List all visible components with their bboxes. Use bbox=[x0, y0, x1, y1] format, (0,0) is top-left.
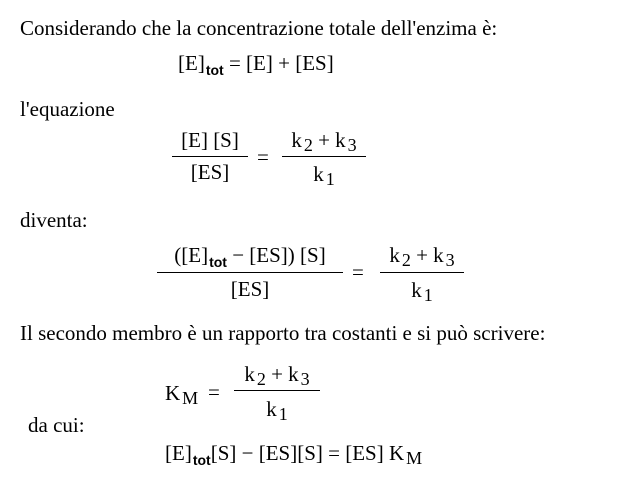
eq3-rhs-denominator bbox=[380, 278, 464, 303]
eq2-k3-subscript: 3 bbox=[347, 135, 357, 155]
eq3-lhs-fraction-bar bbox=[157, 272, 343, 273]
eq4-k: K bbox=[165, 381, 181, 405]
eq3-lhs-numerator bbox=[157, 243, 343, 269]
eq3-rhs-numerator bbox=[380, 243, 464, 268]
eq5-part2: [S] − [ES][S] = [ES] K bbox=[210, 441, 405, 465]
eq2-k2-subscript: 2 bbox=[303, 135, 313, 155]
sentence-secondo-membro: Il secondo membro è un rapporto tra costanti e si può scrivere: bbox=[20, 321, 546, 345]
eq2-rhs-fraction-bar bbox=[282, 156, 366, 157]
eq3-k1-subscript: 1 bbox=[423, 285, 433, 305]
eq5-km-subscript: M bbox=[406, 448, 423, 468]
intro-sentence: Considerando che la concentrazione totale dell'enzima è: bbox=[20, 16, 498, 40]
eq5-part1: [E] bbox=[165, 441, 192, 465]
eq2-k1: k bbox=[313, 162, 324, 186]
eq4-rhs-denominator bbox=[234, 397, 320, 422]
eq4-rhs-fraction bbox=[234, 362, 320, 424]
eq1-lhs: [E] bbox=[178, 51, 205, 75]
eq3-rhs-fraction bbox=[380, 243, 464, 305]
label-diventa: diventa: bbox=[20, 208, 88, 232]
eq3-rhs-fraction-bar bbox=[380, 272, 464, 273]
eq4-plus-k: + k bbox=[265, 362, 299, 386]
eq2-plus-k: + k bbox=[312, 128, 346, 152]
eq3-num-part1: ([E] bbox=[174, 243, 209, 267]
eq5-tot-subscript: tot bbox=[192, 452, 211, 468]
eq3-equals: = bbox=[352, 260, 364, 284]
eq3-lhs-fraction bbox=[157, 243, 343, 305]
eq2-lhs-fraction bbox=[172, 128, 248, 188]
eq3-k3-subscript: 3 bbox=[445, 250, 455, 270]
eq3-plus-k: + k bbox=[410, 243, 444, 267]
eq2-k2: k bbox=[291, 128, 302, 152]
eq4-lhs bbox=[165, 381, 198, 406]
eq4-k1-subscript: 1 bbox=[278, 404, 288, 424]
eq2-rhs-denominator bbox=[282, 162, 366, 187]
total-enzyme-equation bbox=[178, 51, 334, 77]
eq4-k2: k bbox=[244, 362, 255, 386]
eq4-k1: k bbox=[266, 397, 277, 421]
eq1-rhs: = [E] + [ES] bbox=[223, 51, 334, 75]
eq4-km-subscript: M bbox=[182, 388, 199, 408]
eq2-rhs-numerator bbox=[282, 128, 366, 153]
eq3-k1: k bbox=[411, 278, 422, 302]
eq2-lhs-fraction-bar bbox=[172, 156, 248, 157]
eq3-k2: k bbox=[389, 243, 400, 267]
eq3-num-part2: − [ES]) [S] bbox=[226, 243, 326, 267]
eq4-k2-subscript: 2 bbox=[256, 369, 266, 389]
eq3-lhs-denominator: [ES] bbox=[230, 277, 270, 301]
eq2-rhs-fraction bbox=[282, 128, 366, 188]
label-equazione: l'equazione bbox=[20, 97, 115, 121]
final-equation bbox=[165, 441, 422, 467]
eq3-num-subscript: tot bbox=[209, 254, 227, 270]
eq2-k1-subscript: 1 bbox=[325, 169, 335, 189]
eq4-rhs-numerator bbox=[234, 362, 320, 387]
label-da-cui: da cui: bbox=[28, 413, 85, 437]
eq2-equals: = bbox=[257, 145, 269, 169]
eq2-lhs-denominator: [ES] bbox=[190, 160, 230, 184]
eq4-k3-subscript: 3 bbox=[300, 369, 310, 389]
eq2-lhs-numerator: [E] [S] bbox=[181, 128, 239, 152]
eq3-k2-subscript: 2 bbox=[401, 250, 411, 270]
eq4-equals: = bbox=[208, 380, 220, 404]
eq1-lhs-subscript: tot bbox=[205, 62, 224, 78]
eq4-rhs-fraction-bar bbox=[234, 390, 320, 391]
